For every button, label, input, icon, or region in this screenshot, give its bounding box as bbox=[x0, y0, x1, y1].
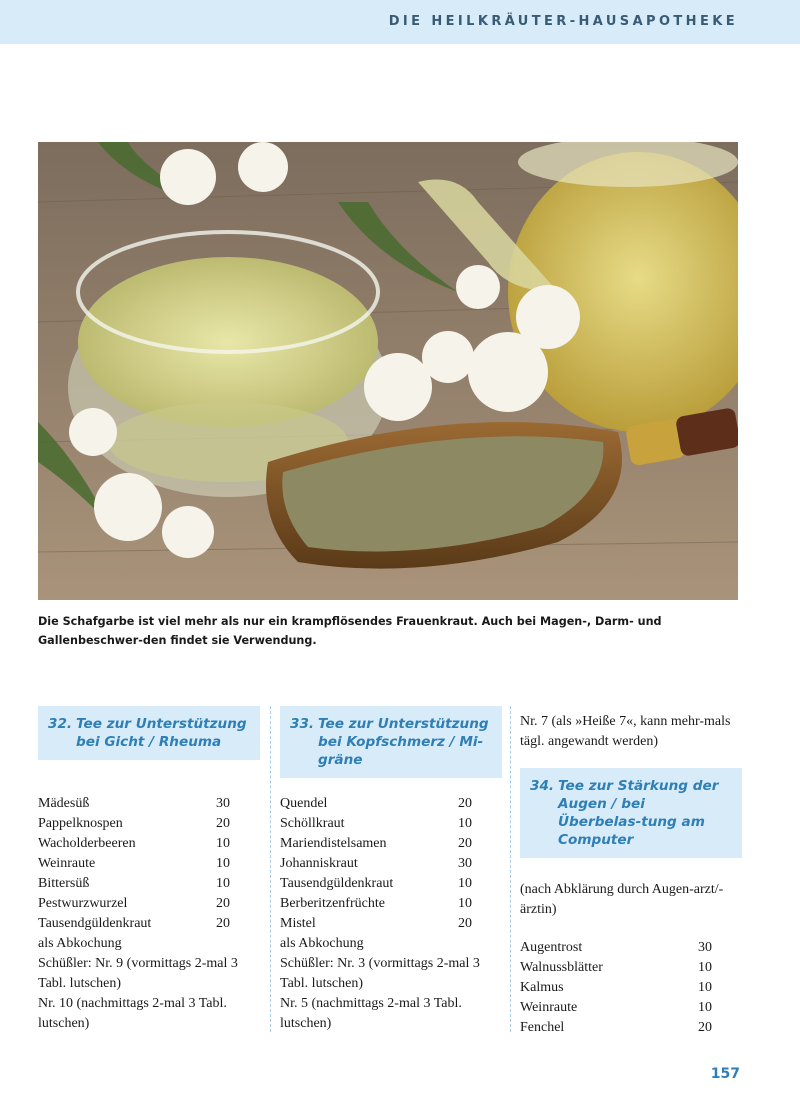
ingredient-row bbox=[520, 998, 742, 1018]
recipe-34-column bbox=[520, 706, 742, 1038]
ingredient-name: Berberitzenfrüchte bbox=[280, 896, 385, 911]
ingredient-amount: 20 bbox=[458, 836, 472, 851]
running-title: DIE HEILKRÄUTER-HAUSAPOTHEKE bbox=[388, 14, 738, 29]
ingredient-amount: 10 bbox=[216, 836, 230, 851]
ingredient-amount: 30 bbox=[458, 856, 472, 871]
ingredient-amount: 10 bbox=[698, 980, 712, 995]
ingredient-name: Pappelknospen bbox=[38, 816, 123, 831]
photo-caption: Die Schafgarbe ist viel mehr als nur ein krampflösendes Frauenkraut. Auch bei Magen-, Darm- und Gallenbeschwer-den findet sie Verwendung. bbox=[38, 615, 662, 647]
ingredient-name: Mistel bbox=[280, 916, 316, 931]
recipe-note: Schüßler: Nr. 9 (vormittags 2-mal 3 Tabl. lutschen) bbox=[38, 956, 238, 991]
recipe-title: Tee zur Unterstützung bei Kopfschmerz / Mi-gräne bbox=[318, 716, 489, 768]
recipe-note: Nr. 5 (nachmittags 2-mal 3 Tabl. lutschen) bbox=[280, 996, 462, 1031]
ingredient-row bbox=[38, 814, 260, 834]
ingredient-name: Mariendistelsamen bbox=[280, 836, 387, 851]
ingredient-row bbox=[38, 854, 260, 874]
ingredient-list bbox=[280, 794, 502, 934]
column-divider bbox=[510, 706, 511, 1032]
ingredient-row bbox=[520, 1018, 742, 1038]
ingredient-row bbox=[280, 874, 502, 894]
ingredient-row bbox=[38, 894, 260, 914]
ingredient-name: Weinraute bbox=[38, 856, 96, 871]
recipe-number: 33. bbox=[290, 716, 315, 732]
ingredient-name: Quendel bbox=[280, 796, 328, 811]
photo-illustration bbox=[38, 142, 738, 600]
ingredient-name: Johanniskraut bbox=[280, 856, 358, 871]
ingredient-name: Augentrost bbox=[520, 940, 583, 955]
recipe-heading bbox=[280, 706, 502, 778]
ingredient-list bbox=[38, 794, 260, 934]
ingredient-name: Mädesüß bbox=[38, 796, 90, 811]
ingredient-amount: 10 bbox=[216, 856, 230, 871]
ingredient-list bbox=[520, 938, 742, 1038]
ingredient-row bbox=[280, 854, 502, 874]
ingredient-row bbox=[520, 978, 742, 998]
ingredient-amount: 10 bbox=[216, 876, 230, 891]
recipe-33 bbox=[280, 706, 502, 1034]
ingredient-name: Weinraute bbox=[520, 1000, 578, 1015]
ingredient-row bbox=[280, 814, 502, 834]
ingredient-amount: 10 bbox=[698, 960, 712, 975]
ingredient-amount: 20 bbox=[458, 796, 472, 811]
ingredient-amount: 20 bbox=[458, 916, 472, 931]
ingredient-name: Kalmus bbox=[520, 980, 564, 995]
ingredient-amount: 20 bbox=[216, 916, 230, 931]
recipe-pre-note: (nach Abklärung durch Augen-arzt/-ärztin) bbox=[520, 882, 724, 917]
recipe-note: als Abkochung bbox=[38, 936, 122, 951]
ingredient-row bbox=[520, 958, 742, 978]
ingredient-amount: 10 bbox=[458, 876, 472, 891]
ingredient-row bbox=[38, 914, 260, 934]
ingredient-row bbox=[280, 834, 502, 854]
ingredient-amount: 20 bbox=[698, 1020, 712, 1035]
ingredient-amount: 20 bbox=[216, 816, 230, 831]
ingredient-row bbox=[38, 794, 260, 814]
ingredient-amount: 10 bbox=[458, 896, 472, 911]
ingredient-row bbox=[520, 938, 742, 958]
ingredient-name: Wacholderbeeren bbox=[38, 836, 136, 851]
column-divider bbox=[270, 706, 271, 1032]
page-number: 157 bbox=[710, 1066, 740, 1082]
recipe-heading bbox=[38, 706, 260, 760]
recipe-32 bbox=[38, 706, 260, 1034]
recipe-note: Nr. 10 (nachmittags 2-mal 3 Tabl. lutschen) bbox=[38, 996, 227, 1031]
photo-yarrow-tea bbox=[38, 142, 738, 600]
recipe-title: Tee zur Stärkung der Augen / bei Überbelas-tung am Computer bbox=[558, 778, 719, 848]
ingredient-name: Walnussblätter bbox=[520, 960, 603, 975]
ingredient-row bbox=[280, 894, 502, 914]
ingredient-name: Tausendgüldenkraut bbox=[38, 916, 152, 931]
ingredient-row bbox=[280, 794, 502, 814]
ingredient-amount: 20 bbox=[216, 896, 230, 911]
recipe-number: 32. bbox=[48, 716, 73, 732]
recipe-note: als Abkochung bbox=[280, 936, 364, 951]
ingredient-row bbox=[280, 914, 502, 934]
ingredient-name: Bittersüß bbox=[38, 876, 90, 891]
ingredient-row bbox=[38, 834, 260, 854]
recipe-number: 34. bbox=[530, 778, 555, 794]
ingredient-amount: 30 bbox=[216, 796, 230, 811]
recipe-title: Tee zur Unterstützung bei Gicht / Rheuma bbox=[76, 716, 247, 750]
ingredient-amount: 30 bbox=[698, 940, 712, 955]
ingredient-row bbox=[38, 874, 260, 894]
ingredient-name: Fenchel bbox=[520, 1020, 565, 1035]
ingredient-name: Pestwurzwurzel bbox=[38, 896, 128, 911]
ingredient-amount: 10 bbox=[458, 816, 472, 831]
ingredient-name: Schöllkraut bbox=[280, 816, 345, 831]
ingredient-amount: 10 bbox=[698, 1000, 712, 1015]
recipe-heading bbox=[520, 768, 742, 858]
recipe-note: Schüßler: Nr. 3 (vormittags 2-mal 3 Tabl. lutschen) bbox=[280, 956, 480, 991]
ingredient-name: Tausendgüldenkraut bbox=[280, 876, 394, 891]
continued-note: Nr. 7 (als »Heiße 7«, kann mehr-mals tägl. angewandt werden) bbox=[520, 714, 731, 749]
